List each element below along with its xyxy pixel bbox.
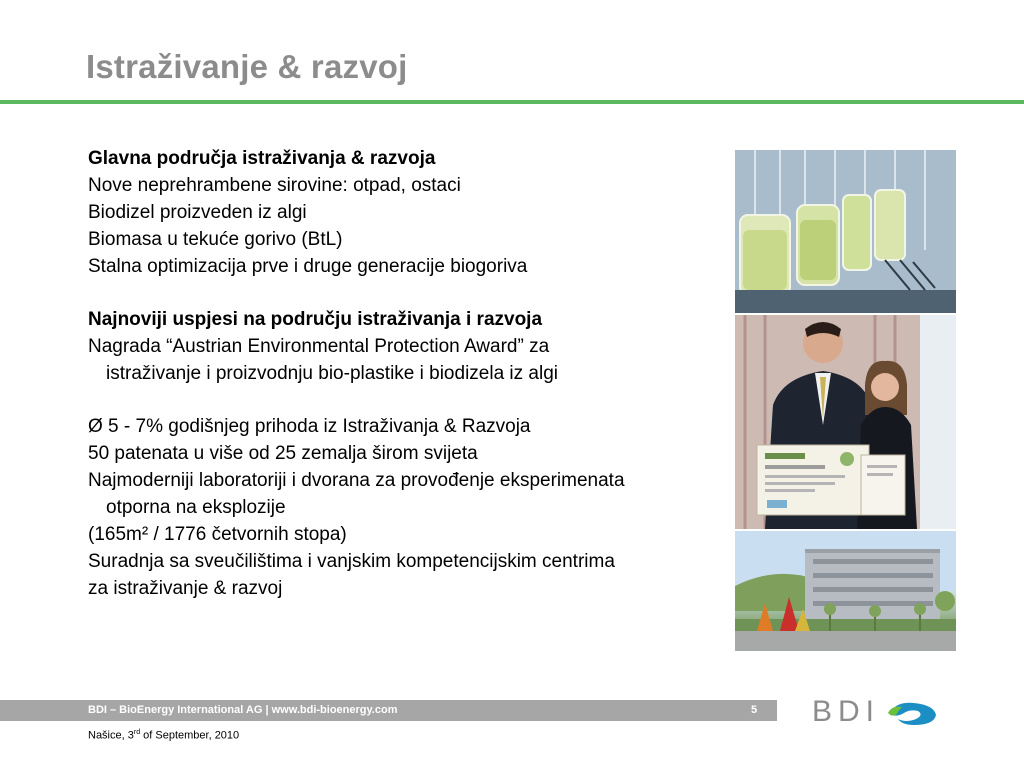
list-item: Nove neprehrambene sirovine: otpad, ostaci <box>88 175 461 196</box>
list-item: (165m² / 1776 četvornih stopa) <box>88 524 347 545</box>
lab-building-photo <box>735 531 956 651</box>
list-item: Ø 5 - 7% godišnjeg prihoda iz Istraživanja & Razvoja <box>88 416 531 437</box>
list-item: Biodizel proizveden iz algi <box>88 202 307 223</box>
footer-date-sup: rd <box>133 729 141 736</box>
bdi-logo <box>812 695 952 731</box>
list-item: 50 patenata u više od 25 zemalja širom svijeta <box>88 443 478 464</box>
list-item: Najmoderniji laboratoriji i dvorana za provođenje eksperimenata <box>88 470 625 491</box>
list-item: Nagrada “Austrian Environmental Protection Award” za <box>88 336 550 357</box>
footer-date <box>88 729 239 742</box>
section-heading-achievements: Najnoviji uspjesi na području istraživanja i razvoja <box>88 309 543 330</box>
logo-text: BDI <box>812 695 881 728</box>
slide-body <box>88 145 738 602</box>
award-ceremony-photo <box>735 315 956 529</box>
logo-swirl-icon <box>884 697 942 729</box>
title-divider <box>0 100 1024 104</box>
algae-lab-photo <box>735 150 956 313</box>
list-item: Stalna optimizacija prve i druge generacije biogoriva <box>88 256 528 277</box>
footer-date-prefix: Našice, 3 <box>88 729 134 742</box>
footer-date-suffix: of September, 2010 <box>140 729 240 742</box>
list-item: Biomasa u tekuće gorivo (BtL) <box>88 229 343 250</box>
list-item: za istraživanje & razvoj <box>88 578 283 599</box>
slide-title: Istraživanje & razvoj <box>86 48 408 85</box>
list-item-continuation: istraživanje i proizvodnju bio-plastike i biodizela iz algi <box>106 363 559 384</box>
footer-company-text: BDI – BioEnergy International AG | www.bdi-bioenergy.com <box>88 704 398 716</box>
page-number: 5 <box>751 704 758 716</box>
section-heading-main-areas: Glavna područja istraživanja & razvoja <box>88 148 436 169</box>
list-item-continuation: otporna na eksplozije <box>106 497 286 518</box>
list-item: Suradnja sa sveučilištima i vanjskim kompetencijskim centrima <box>88 551 615 572</box>
